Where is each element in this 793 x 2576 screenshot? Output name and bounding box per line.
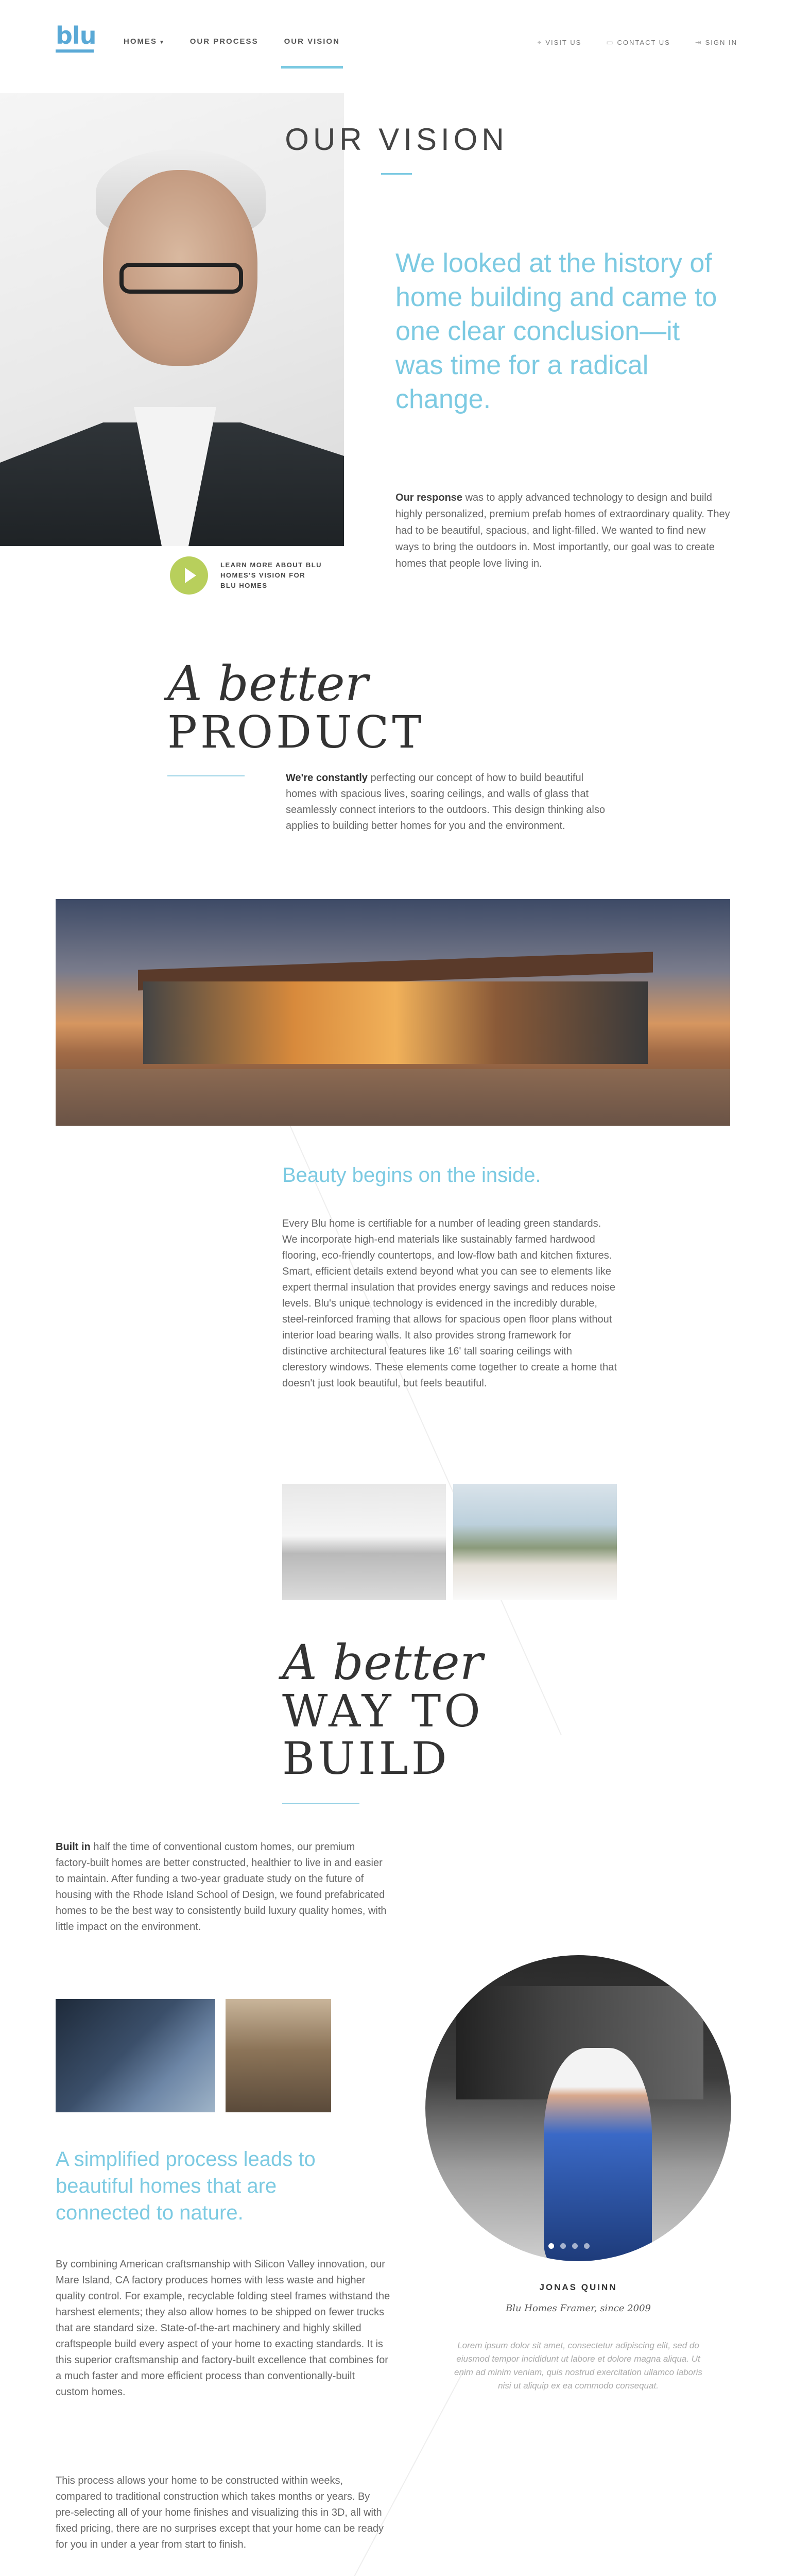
nav-sign-in[interactable]: [695, 38, 737, 47]
hero-body-lead: Our response: [395, 492, 463, 503]
build-intro: [56, 1839, 390, 1935]
portrait-glasses: [119, 263, 243, 294]
house-exterior-image: [56, 899, 730, 1126]
nav-sign-in-label: SIGN IN: [705, 39, 737, 46]
product-intro-lead: We're constantly: [286, 772, 368, 784]
nav-our-vision[interactable]: OUR VISION: [284, 37, 340, 46]
hero-body: [395, 489, 730, 572]
play-icon[interactable]: [170, 556, 208, 595]
secondary-nav: [537, 38, 737, 47]
build-heading: [282, 1635, 484, 1785]
chevron-down-icon: ▾: [160, 39, 164, 45]
nav-visit-us-label: VISIT US: [545, 39, 582, 46]
build-subheading: A simplified process leads to beautiful homes that are connected to nature.: [56, 2148, 316, 2224]
nav-contact-us[interactable]: [606, 38, 670, 47]
house-ground: [56, 1069, 730, 1126]
page-title: OUR VISION: [285, 122, 508, 157]
build-heading-word2: BUILD: [282, 1733, 450, 1785]
design-studio-thumbnail[interactable]: [56, 1999, 215, 2112]
living-room-thumbnail[interactable]: [453, 1484, 617, 1600]
product-rule: [167, 775, 245, 776]
product-heading-italic: A better: [167, 656, 368, 712]
product-intro: [286, 770, 615, 834]
product-body: Every Blu home is certifiable for a number of leading green standards. We incorporate high-end materials like sustainably farmed hardwood flooring, eco-friendly countertops, and low-flow bath and kitchen fixtures. Smart, efficient details extend beyond what you can see to elements like expert thermal insulation that provides energy savings and reduces noise levels. Blu's unique technology is evidenced in the incredibly durable, steel-reinforced framing that allows for spacious open floor plans without interior load bearing walls. It also provides strong framework for distinctive architectural features like 16' tall soaring ceilings with clerestory windows. These elements come together to create a home that doesn't just look beautiful, but feels beautiful.: [282, 1218, 617, 1389]
build-body-2: This process allows your home to be constructed within weeks, compared to traditional construction which takes months or years. By pre-selecting all of your home finishes and visualizing this in 3D, all with fixed pricing, there are no surprises except that your home can be ready for you in under a year from start to finish.: [56, 2475, 384, 2550]
nav-our-process[interactable]: OUR PROCESS: [189, 37, 258, 46]
nav-homes[interactable]: [124, 37, 164, 46]
person-quote: Lorem ipsum dolor sit amet, consectetur adipiscing elit, sed do eiusmod tempor incididunt ut labore et dolore magna aliqua. Ut enim ad minim veniam, quis nostrud exercitation ullamco laboris nisi ut aliquip ex ea commodo consequat.: [454, 2341, 702, 2391]
carousel-dot[interactable]: [572, 2243, 578, 2249]
founder-portrait: [0, 93, 344, 546]
hero-quote: We looked at the history of home building and came to one clear conclusion—it was time for a radical change.: [395, 248, 717, 414]
video-link-label: LEARN MORE ABOUT BLU HOMES'S VISION FOR BLU HOMES: [220, 561, 322, 589]
logo-accent: [56, 49, 94, 53]
nav-contact-us-label: CONTACT US: [617, 39, 670, 46]
nav-homes-label: HOMES: [124, 37, 158, 46]
title-rule: [381, 173, 412, 175]
hero-body-text: was to apply advanced technology to design and build highly personalized, premium prefab homes of extraordinary quality. They had to be beautiful, spacious, and light-filled. We wanted to find new ways to bring the outdoors in. Most importantly, our goal was to create homes that people love living in.: [395, 492, 730, 569]
primary-nav: [124, 37, 340, 46]
factory-thumbnail[interactable]: [226, 1999, 331, 2112]
product-intro-text: perfecting our concept of how to build beautiful homes with spacious lives, soaring ceilings, and walls of glass that seamlessly connect interiors to the outdoors. This design thinking also applies to building better homes for you and the environment.: [286, 772, 605, 832]
chat-icon: ▭: [606, 38, 614, 46]
build-body-1: By combining American craftsmanship with Silicon Valley innovation, our Mare Island, CA factory produces homes with less waste and higher quality control. For example, recyclable folding steel frames withstand the harshest elements; they also allow homes to be shipped on fewer trucks that are standard size. State-of-the-art machinery and highly skilled craftspeople build every aspect of your home to exacting standards. It is this superior craftsmanship and factory-built excellence that combines for a much faster and more efficient process than conventionally-built custom homes.: [56, 2259, 390, 2398]
logo[interactable]: blu: [56, 22, 96, 49]
framer-portrait: [425, 1955, 731, 2261]
build-heading-word1: WAY TO: [282, 1686, 484, 1737]
nav-visit-us[interactable]: [537, 38, 581, 47]
kitchen-thumbnail[interactable]: [282, 1484, 446, 1600]
product-heading-word: PRODUCT: [167, 707, 425, 758]
person-role: Blu Homes Framer, since 2009: [506, 2303, 651, 2314]
build-rule: [282, 1803, 359, 1804]
carousel-dot[interactable]: [548, 2243, 554, 2249]
carousel-dots: [548, 2243, 590, 2249]
product-subheading: Beauty begins on the inside.: [282, 1164, 541, 1187]
carousel-dot[interactable]: [560, 2243, 566, 2249]
top-nav: [0, 0, 793, 72]
build-heading-italic: A better: [282, 1635, 483, 1691]
product-heading: [167, 656, 425, 758]
person-name: JONAS QUINN: [539, 2282, 617, 2292]
carousel-dot[interactable]: [584, 2243, 590, 2249]
sign-in-icon: ⇥: [695, 38, 702, 46]
build-intro-text: half the time of conventional custom homes, our premium factory-built homes are better constructed, healthier to live in and easier to maintain. After funding a two-year graduate study on the future of housing with the Rhode Island School of Design, we found prefabricated homes to be the best way to consistently build luxury quality homes, with little impact on the environment.: [56, 1841, 387, 1933]
build-intro-lead: Built in: [56, 1841, 91, 1853]
vision-video-link[interactable]: [170, 556, 323, 595]
framer-figure: [544, 2048, 652, 2261]
map-pin-icon: ⌖: [537, 38, 543, 46]
house-wall: [143, 981, 648, 1064]
